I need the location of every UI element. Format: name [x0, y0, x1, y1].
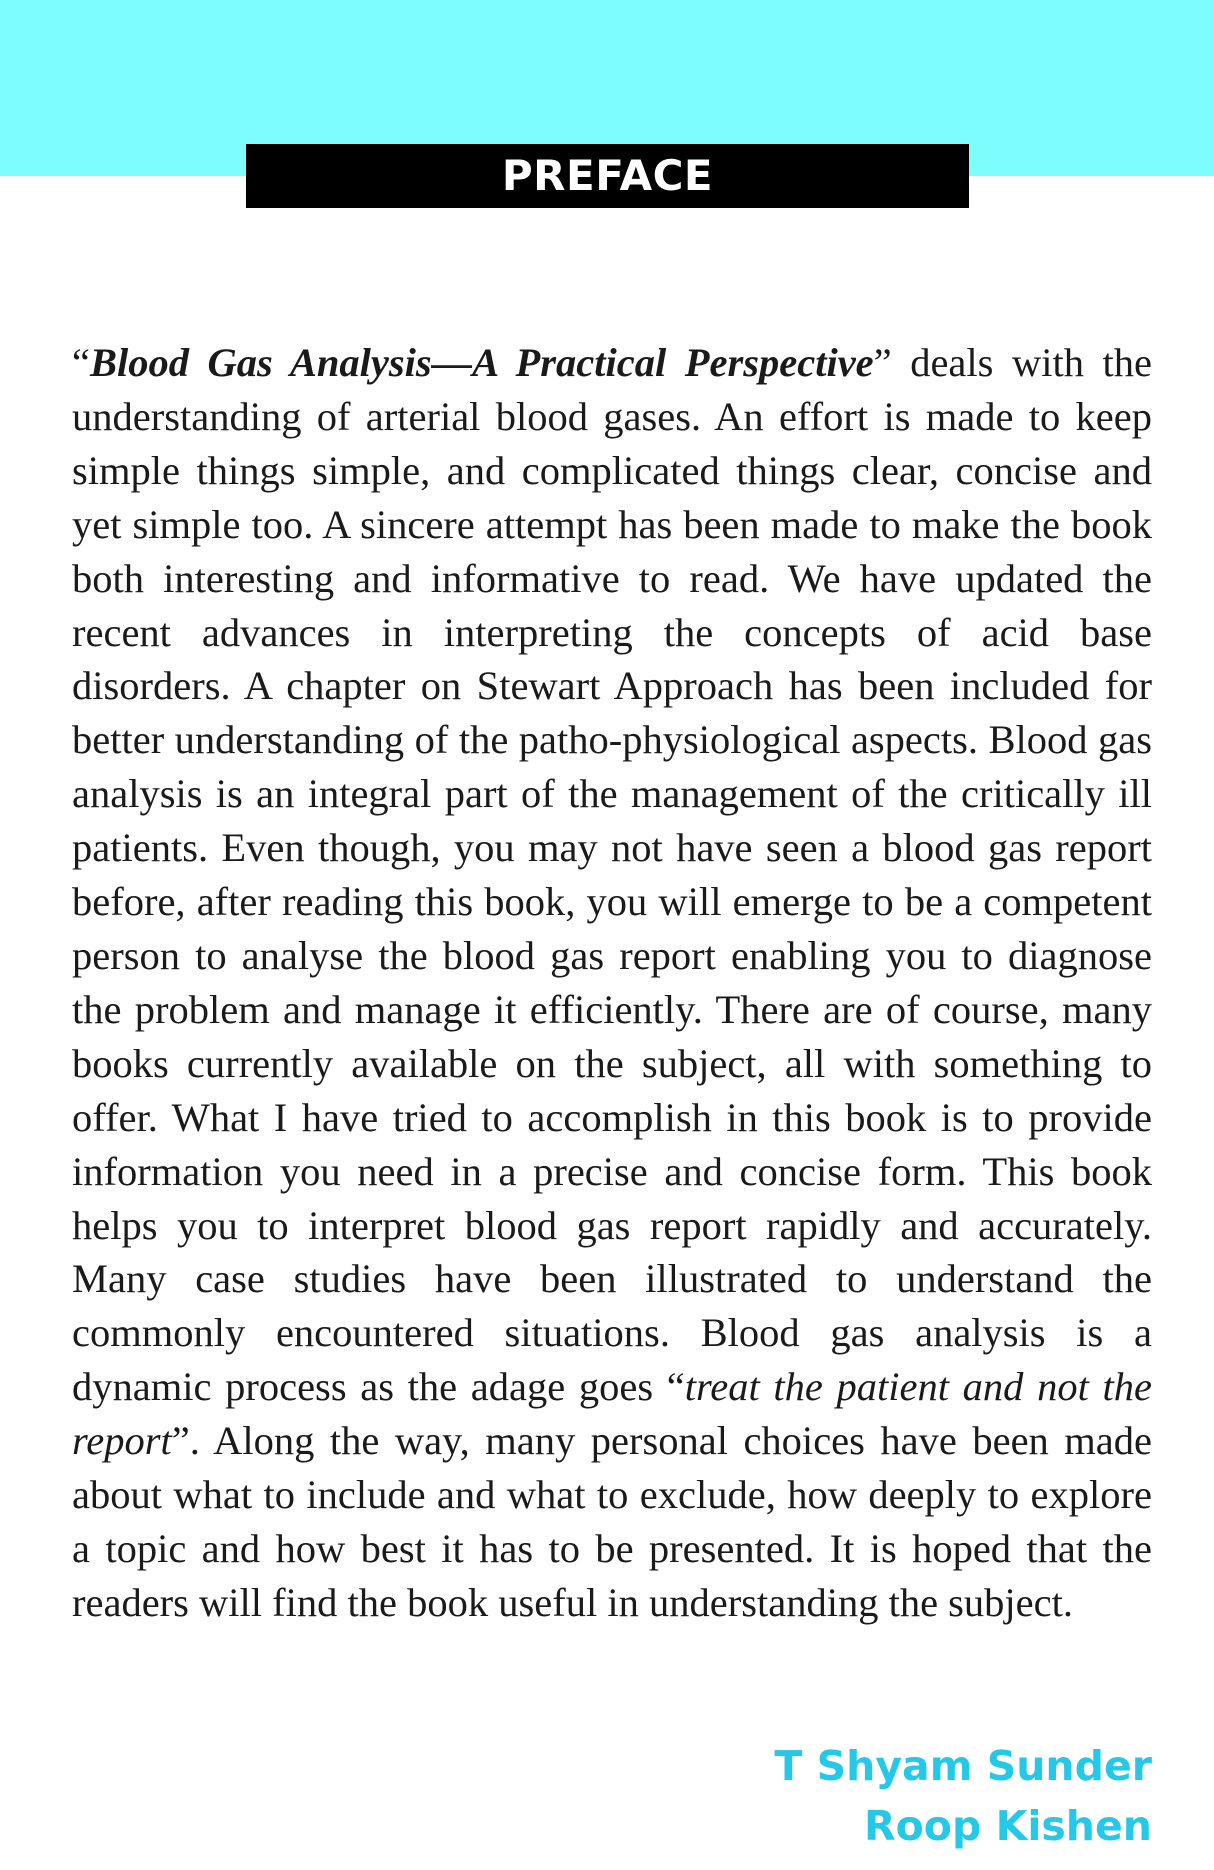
quote-open: “	[72, 340, 90, 385]
preface-text-part-1: ” deals with the understanding of arterial blood gases. An effort is made to keep simple things simple, and complicated things clear, concise and yet simple too. A sincere attempt has been made to make the book both interesting and informative to read. We have updated the recent advances in interpreting the concepts of acid base disorders. A chapter on Stewart Approach has been included for better understanding of the patho-physiological aspects. Blood gas analysis is an integral part of the management of the critically ill patients. Even though, you may not have seen a blood gas report before, after reading this book, you will emerge to be a competent person to analyse the blood gas report enabling you to diagnose the problem and manage it efficiently. There are of course, many books currently available on the subject, all with something to offer. What I have tried to accomplish in this book is to provide information you need in a precise and concise form. This book helps you to interpret blood gas report rapidly and accurately. Many case studies have been illustrated to understand the commonly encountered situations. Blood gas analysis is a dynamic process as the adage goes “	[72, 340, 1152, 1410]
page-title: PREFACE	[501, 151, 714, 200]
title-bar	[246, 144, 969, 208]
book-title: Blood Gas Analysis—A Practical Perspective	[89, 340, 874, 385]
author-name-2: Roop Kishen	[864, 1802, 1152, 1850]
author-name-1: T Shyam Sunder	[774, 1742, 1152, 1790]
author-signature	[774, 1736, 1152, 1856]
adage-quote: treat the patient and not the report	[72, 1364, 1152, 1464]
preface-text-part-2: ”. Along the way, many personal choices have been made about what to include and what to exclude, how deeply to explore a topic and how best it has to be presented. It is hoped that the readers will find the book useful in understanding the subject.	[72, 1418, 1152, 1625]
preface-paragraph	[72, 336, 1152, 1630]
